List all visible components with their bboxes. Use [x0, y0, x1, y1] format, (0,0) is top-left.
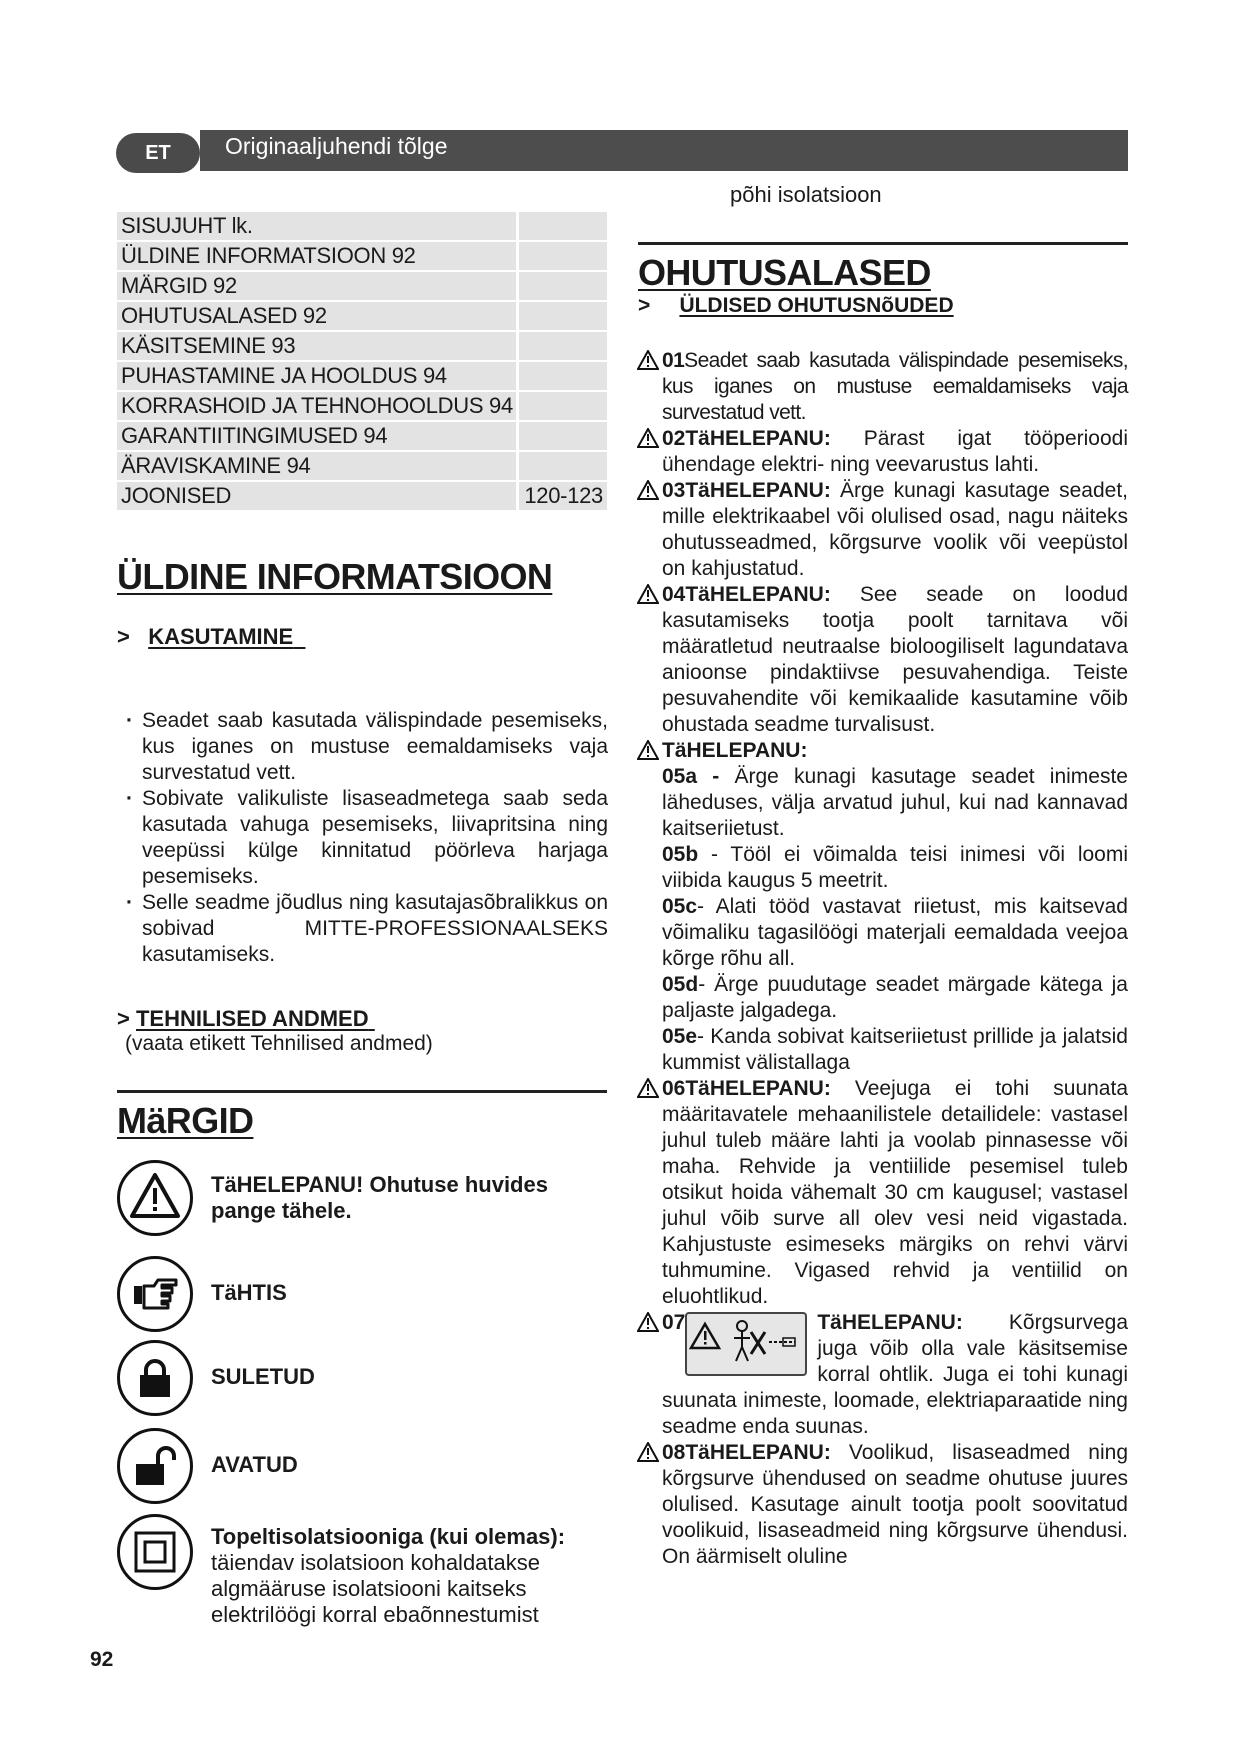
toc-row [117, 240, 607, 270]
toc-row [117, 450, 607, 480]
warning-triangle-icon [637, 428, 659, 448]
symbol-label: Topeltisolatsiooniga (kui olemas): [211, 1524, 566, 1549]
toc-row [117, 360, 607, 390]
toc-page: 120-123 [519, 482, 607, 510]
warning-03: 03TäHELEPANU: Ärge kunagi kasutage seadet, mille elektrikaabel või olulised osad, nagu näiteks ohutusseadmed, kõrgsurve voolik või veepüstol on kahjustatud. [638, 478, 1128, 582]
warning-05-heading: TäHELEPANU: [638, 738, 1128, 764]
toc-page [519, 272, 607, 300]
warning-08: 08TäHELEPANU: Voolikud, lisaseadmed ning kõrgsurve ühendused on seadme ohutuse juures olulised. Kasutage ainult tootja poolt soovitatud voolikuid, lisaseadmeid ning kõrgsurve ühendusi. On äärmiselt oluline [638, 1440, 1128, 1570]
toc-row [117, 300, 607, 330]
warning-01: 01Seadet saab kasutada välispindade pesemiseks, kus iganes on mustuse eemaldamiseks vaja survestatud vett. [638, 348, 1128, 426]
header-title: Originaaljuhendi tõlge [225, 133, 448, 159]
double-insulation-icon [117, 1514, 193, 1590]
toc-row [117, 420, 607, 450]
toc-label: OHUTUSALASED 92 [117, 302, 516, 330]
pointing-hand-icon [117, 1256, 193, 1332]
toc-row [117, 330, 607, 360]
safety-subheading: > ÜLDISED OHUTUSNõUDED [638, 294, 954, 317]
toc-page [519, 362, 607, 390]
warning-07: 07 TäHELEPANU: Kõrgsurvega juga võib olla vale käsitsemise korral ohtlik. Juga ei tohi kunagi suunata inimeste, loomade, elektriaparaatide ning seadme enda suunas. [638, 1310, 1128, 1440]
symbol-label: TäHTIS [211, 1280, 287, 1305]
list-item: · Sobivate valikuliste lisaseadmetega saab seda kasutada vahuga pesemiseks, liivapritsina ning veepüssi külge kinnitatud pöörleva harjaga pesemiseks. [138, 786, 608, 890]
toc-page [519, 422, 607, 450]
warning-02: 02TäHELEPANU: Pärast igat tööperioodi ühendage elektri- ning veevarustus lahti. [638, 426, 1128, 478]
warning-05d: 05d- Ärge puudutage seadet märgade kätega ja paljaste jalgadega. [662, 973, 1128, 1022]
section-rule [638, 242, 1128, 245]
toc-label: MÄRGID 92 [117, 272, 516, 300]
list-item: · Seadet saab kasutada välispindade pesemiseks, kus iganes on mustuse eemaldamiseks vaja survestatud vett. [138, 708, 608, 786]
table-of-contents [117, 210, 607, 510]
toc-page [519, 452, 607, 480]
tech-data-heading: > TEHNILISED ANDMED [117, 1006, 369, 1031]
warning-04: 04TäHELEPANU: See seade on loodud kasutamiseks tootja poolt tarnitava või määratletud neutraalse bioloogiliselt lagundatava anioonse pindaktiivse pesuvahendiga. Teiste pesuvahendite või kemikaalide kasutamine võib ohustada seadme turvalisust. [638, 582, 1128, 738]
warning-05e: 05e- Kanda sobivat kaitseriietust prillide ja jalatsid kummist välistallaga [662, 1025, 1128, 1074]
warning-05b: 05b - Tööl ei võimalda teisi inimesi või loomi viibida kaugus 5 meetrit. [662, 843, 1128, 892]
warning-triangle-icon [637, 1442, 659, 1462]
usage-list [138, 708, 608, 968]
toc-label: SISUJUHT lk. [117, 212, 516, 240]
warning-triangle-icon [637, 1078, 659, 1098]
warning-triangle-icon [637, 740, 659, 760]
toc-label: PUHASTAMINE JA HOOLDUS 94 [117, 362, 516, 390]
toc-page [519, 332, 607, 360]
toc-page [519, 302, 607, 330]
no-spray-at-people-icon [685, 1312, 807, 1376]
warning-triangle-icon [637, 350, 659, 370]
tech-data-note: (vaata etikett Tehnilised andmed) [125, 1032, 433, 1055]
warning-triangle-icon [637, 1312, 659, 1332]
symbol-label: AVATUD [211, 1452, 298, 1477]
toc-row [117, 270, 607, 300]
toc-row [117, 210, 607, 240]
toc-label: GARANTIITINGIMUSED 94 [117, 422, 516, 450]
warning-06: 06TäHELEPANU: Veejuga ei tohi suunata määritavatele mehaanilistele detailidele: vastasel juhul tuleb määre lahti ja voolab pinnasesse või maha. Rehvide ja ventiilide pesemisel tuleb otsikut hoida vähemalt 30 cm kaugusel; vastasel juhul võib surve all olev vesi neid vigastada. Kahjustuste esimeseks märgiks on rehvi värvi tuhmumine. Vigased rehvid ja ventiilid on eluohtlikud. [638, 1076, 1128, 1310]
symbols-title: MäRGID [117, 1100, 254, 1141]
warning-05a: 05a - Ärge kunagi kasutage seadet inimeste läheduses, välja arvatud juhul, kui nad kannavad kaitseriietust. [662, 765, 1128, 840]
warning-triangle-icon [637, 584, 659, 604]
toc-label: KÄSITSEMINE 93 [117, 332, 516, 360]
page-number: 92 [90, 1648, 114, 1671]
warning-triangle-icon [637, 480, 659, 500]
safety-title: OHUTUSALASED [638, 252, 931, 293]
safety-warnings [638, 348, 1128, 1570]
symbol-label: SULETUD [211, 1364, 315, 1389]
list-item: · Selle seadme jõudlus ning kasutajasõbralikkus on sobivad MITTE-PROFESSIONAALSEKS kasutamiseks. [138, 890, 608, 968]
toc-page [519, 392, 607, 420]
general-info-title: ÜLDINE INFORMATSIOON [117, 556, 553, 597]
toc-page [519, 242, 607, 270]
toc-label: ÜLDINE INFORMATSIOON 92 [117, 242, 516, 270]
lock-open-icon [117, 1428, 193, 1504]
symbol-continuation: põhi isolatsioon [730, 182, 882, 207]
language-badge: ET [116, 133, 200, 173]
toc-label: KORRASHOID JA TEHNOHOOLDUS 94 [117, 392, 516, 420]
toc-row [117, 480, 607, 510]
lock-closed-icon [117, 1340, 193, 1416]
warning-triangle-icon [117, 1160, 193, 1236]
toc-row [117, 390, 607, 420]
usage-heading: > KASUTAMINE [117, 624, 294, 649]
toc-page [519, 212, 607, 240]
warning-05c: 05c- Alati tööd vastavat riietust, mis kaitsevad võimaliku tagasilöögi materjali eemaldada veejoa kõrge rõhu all. [662, 895, 1128, 970]
symbol-label: TäHELEPANU! Ohutuse huvides pange tähele. [211, 1172, 548, 1223]
symbol-description: täiendav isolatsioon kohaldatakse algmääruse isolatsiooni kaitseks elektrilöögi korral ebaõnnestumist [211, 1550, 541, 1627]
section-rule [117, 1090, 607, 1093]
toc-label: JOONISED [117, 482, 516, 510]
toc-label: ÄRAVISKAMINE 94 [117, 452, 516, 480]
